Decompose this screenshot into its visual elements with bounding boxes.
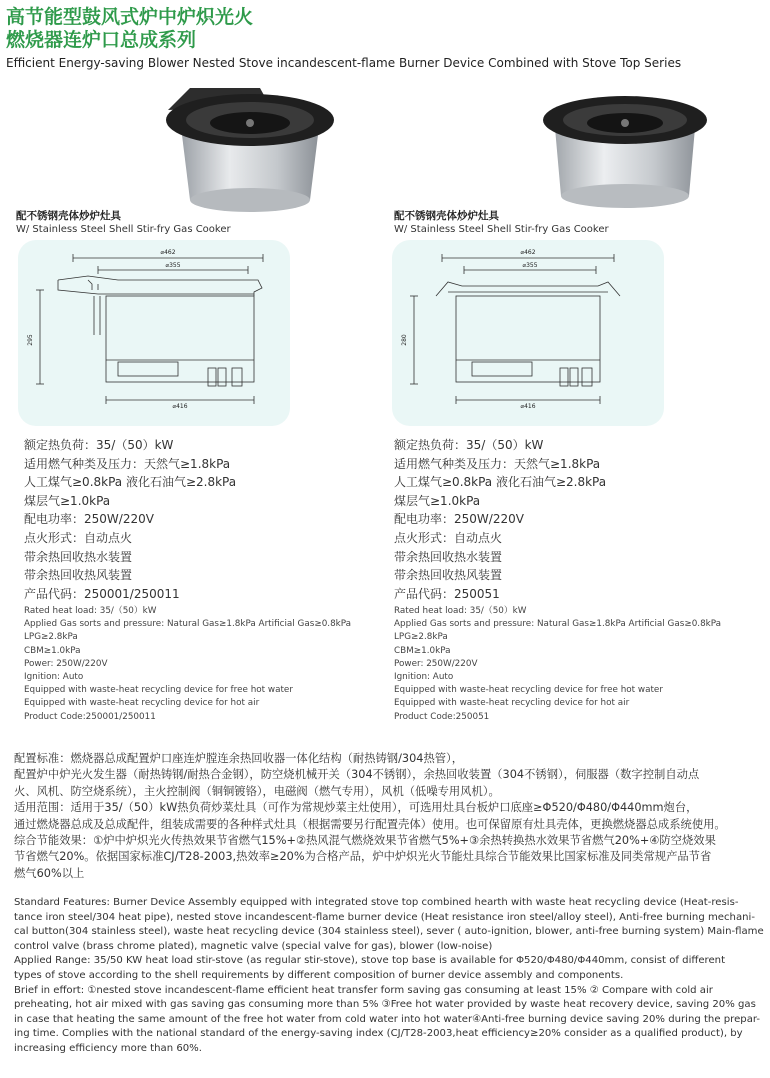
caption-en-1: W/ Stainless Steel Shell Stir-fry Gas Cooker [16, 224, 231, 235]
spec-line: 带余热回收热水装置 [394, 549, 503, 564]
dim-top-2: ⌀462 [520, 249, 536, 256]
spec-line: CBM≥1.0kPa [24, 645, 81, 656]
note-line: 适用范围：适用于35/（50）kW热负荷炒菜灶具（可作为常规炒菜主灶使用），可选用灶具台板炉口底座≥Φ520/Φ480/Φ440mm炮台， [14, 801, 698, 815]
spec-line: Power: 250W/220V [24, 658, 108, 669]
spec-line: Product Code:250001/250011 [24, 711, 156, 722]
note-line: 火、风机、防空烧系统），主火控制阀（铜铜镀铬），电磁阀（燃气专用），风机（低噪专用风机）。 [14, 784, 500, 798]
dim-mid-2: ⌀355 [522, 262, 538, 269]
title-cn-line1: 高节能型鼓风式炉中炉炽光火 [6, 6, 254, 28]
note-line: 燃气60%以上 [14, 866, 85, 880]
note-line: types of stove according to the shell requirements by different composition of burner device assembly and components. [14, 969, 624, 981]
spec-line: Equipped with waste-heat recycling device for free hot water [394, 685, 663, 696]
note-line: 配置炉中炉光火发生器（耐热铸钢/耐热合金钢），防空烧机械开关（304不锈钢），余热回收装置（304不锈钢），伺服器（数字控制自动点 [14, 768, 700, 782]
spec-line: 额定热负荷：35/（50）kW [394, 438, 544, 452]
dim-bottom-2: ⌀416 [520, 403, 536, 410]
spec-line: 煤层气≥1.0kPa [394, 493, 481, 508]
note-line: preheating, hot air mixed with gas saving gas consuming more than 5% ③Free hot water provided by waste heat recovery device, saving 20% gas [14, 999, 756, 1011]
spec-line: Rated heat load: 35/（50）kW [24, 606, 157, 616]
note-line: ing time. Complies with the national standard of the energy-saving index (CJ/T28-2003,heat efficiency≥20% consider as a qualified product), by [14, 1028, 743, 1040]
note-line: in case that heating the same amount of the free hot water from cold water into hot water④Anti-free burning device saving 20% during the prepar- [14, 1013, 761, 1025]
spec-line: 带余热回收热水装置 [24, 549, 133, 564]
note-line: control valve (brass chrome plated), magnetic valve (special valve for gas), blower (low-noise) [14, 940, 493, 952]
technical-drawing-2 [392, 240, 664, 426]
note-line: Standard Features: Burner Device Assembly equipped with integrated stove top combined hearth with waste heat recycling device (Heat-resis- [14, 897, 739, 908]
spec-line: Ignition: Auto [24, 672, 84, 683]
spec-line: 带余热回收热风装置 [24, 568, 133, 583]
spec-line: LPG≥2.8kPa [394, 632, 448, 643]
spec-line: Product Code:250051 [394, 711, 490, 722]
notes-en [14, 896, 764, 1057]
specs-cn-2 [394, 436, 606, 603]
spec-line: 配电功率：250W/220V [24, 512, 154, 527]
spec-line: 额定热负荷：35/（50）kW [24, 438, 174, 452]
note-line: 配置标准：燃烧器总成配置炉口座连炉膛连余热回收器一体化结构（耐热铸钢/304热管）， [14, 752, 464, 765]
specs-cn-1 [24, 436, 236, 603]
spec-line: Power: 250W/220V [394, 658, 478, 669]
spec-line: 人工煤气≥0.8kPa 液化石油气≥2.8kPa [394, 475, 607, 490]
dim-top-1: ⌀462 [160, 249, 176, 256]
note-line: Applied Range: 35/50 KW heat load stir-stove (as regular stir-stove), stove top base is available for Φ520/Φ480/Φ440mm, consist of different [14, 955, 726, 967]
spec-line: CBM≥1.0kPa [394, 645, 451, 656]
spec-line: Equipped with waste-heat recycling device for hot air [24, 698, 260, 709]
notes-cn [14, 751, 759, 882]
spec-line: 产品代码：250001/250011 [24, 586, 180, 601]
spec-line: Equipped with waste-heat recycling device for hot air [394, 698, 630, 709]
caption-cn-2: 配不锈钢壳体炒炉灶具 [394, 210, 499, 222]
product-photo-1 [150, 80, 350, 224]
title-en: Efficient Energy-saving Blower Nested Stove incandescent-flame Burner Device Combined with Stove Top Series [6, 56, 682, 70]
note-line: tance iron steel/304 heat pipe), nested stove incandescent-flame burner device (Heat resistance iron steel/alloy steel), Anti-free burning mechani- [14, 911, 755, 923]
spec-line: 产品代码：250051 [394, 586, 500, 601]
specs-en-2 [394, 605, 721, 724]
spec-line: 点火形式：自动点火 [394, 530, 503, 545]
note-line: 节省燃气20%。依据国家标准CJ/T28-2003,热效率≥20%为合格产品，炉中炉炽光火节能灶具综合节能效果比国家标准及同类常规产品节省 [14, 850, 712, 864]
technical-drawing-1 [18, 240, 290, 426]
spec-line: 带余热回收热风装置 [394, 568, 503, 583]
specs-en-1 [24, 605, 351, 724]
dim-mid-1: ⌀355 [165, 262, 181, 269]
note-line: Brief in effort: ①nested stove incandescent-flame efficient heat transfer form saving gas consuming at least 15% ② Compare with cold air [14, 984, 713, 996]
title-cn-line2: 燃烧器连炉口总成系列 [6, 29, 197, 51]
spec-line: LPG≥2.8kPa [24, 632, 78, 643]
note-line: increasing efficiency more than 60%. [14, 1042, 202, 1054]
spec-line: 人工煤气≥0.8kPa 液化石油气≥2.8kPa [24, 475, 237, 490]
note-line: cal button(304 stainless steel), waste heat recycling device (304 stainless steel), sever ( auto-ignition, blower, anti-free burning system) Main-flame [14, 926, 764, 938]
spec-line: 适用燃气种类及压力：天然气≥1.8kPa [24, 456, 231, 471]
dim-height-1: 295 [27, 334, 34, 346]
caption-cn-1: 配不锈钢壳体炒炉灶具 [16, 210, 121, 222]
caption-en-2: W/ Stainless Steel Shell Stir-fry Gas Cooker [394, 224, 609, 235]
note-line: 通过燃烧器总成及总成配件，组装成需要的各种样式灶具（根据需要另行配置壳体）使用。也可保留原有灶具壳体，更换燃烧器总成系统使用。 [14, 817, 726, 831]
spec-line: Equipped with waste-heat recycling device for free hot water [24, 685, 293, 696]
spec-line: 点火形式：自动点火 [24, 530, 133, 545]
spec-line: Applied Gas sorts and pressure: Natural Gas≥1.8kPa Artificial Gas≥0.8kPa [24, 619, 352, 630]
spec-line: Applied Gas sorts and pressure: Natural Gas≥1.8kPa Artificial Gas≥0.8kPa [394, 619, 722, 630]
dim-bottom-1: ⌀416 [172, 403, 188, 410]
product-photo-2 [535, 88, 715, 222]
note-line: 综合节能效果：①炉中炉炽光火传热效果节省燃气15%+②热风混气燃烧效果节省燃气5%+③余热转换热水效果节省燃气20%+④防空烧效果 [14, 834, 716, 848]
spec-line: 配电功率：250W/220V [394, 512, 524, 527]
spec-line: Rated heat load: 35/（50）kW [394, 606, 527, 616]
dim-height-2: 280 [401, 334, 408, 346]
spec-line: Ignition: Auto [394, 672, 454, 683]
spec-line: 煤层气≥1.0kPa [24, 493, 111, 508]
spec-line: 适用燃气种类及压力：天然气≥1.8kPa [394, 456, 601, 471]
